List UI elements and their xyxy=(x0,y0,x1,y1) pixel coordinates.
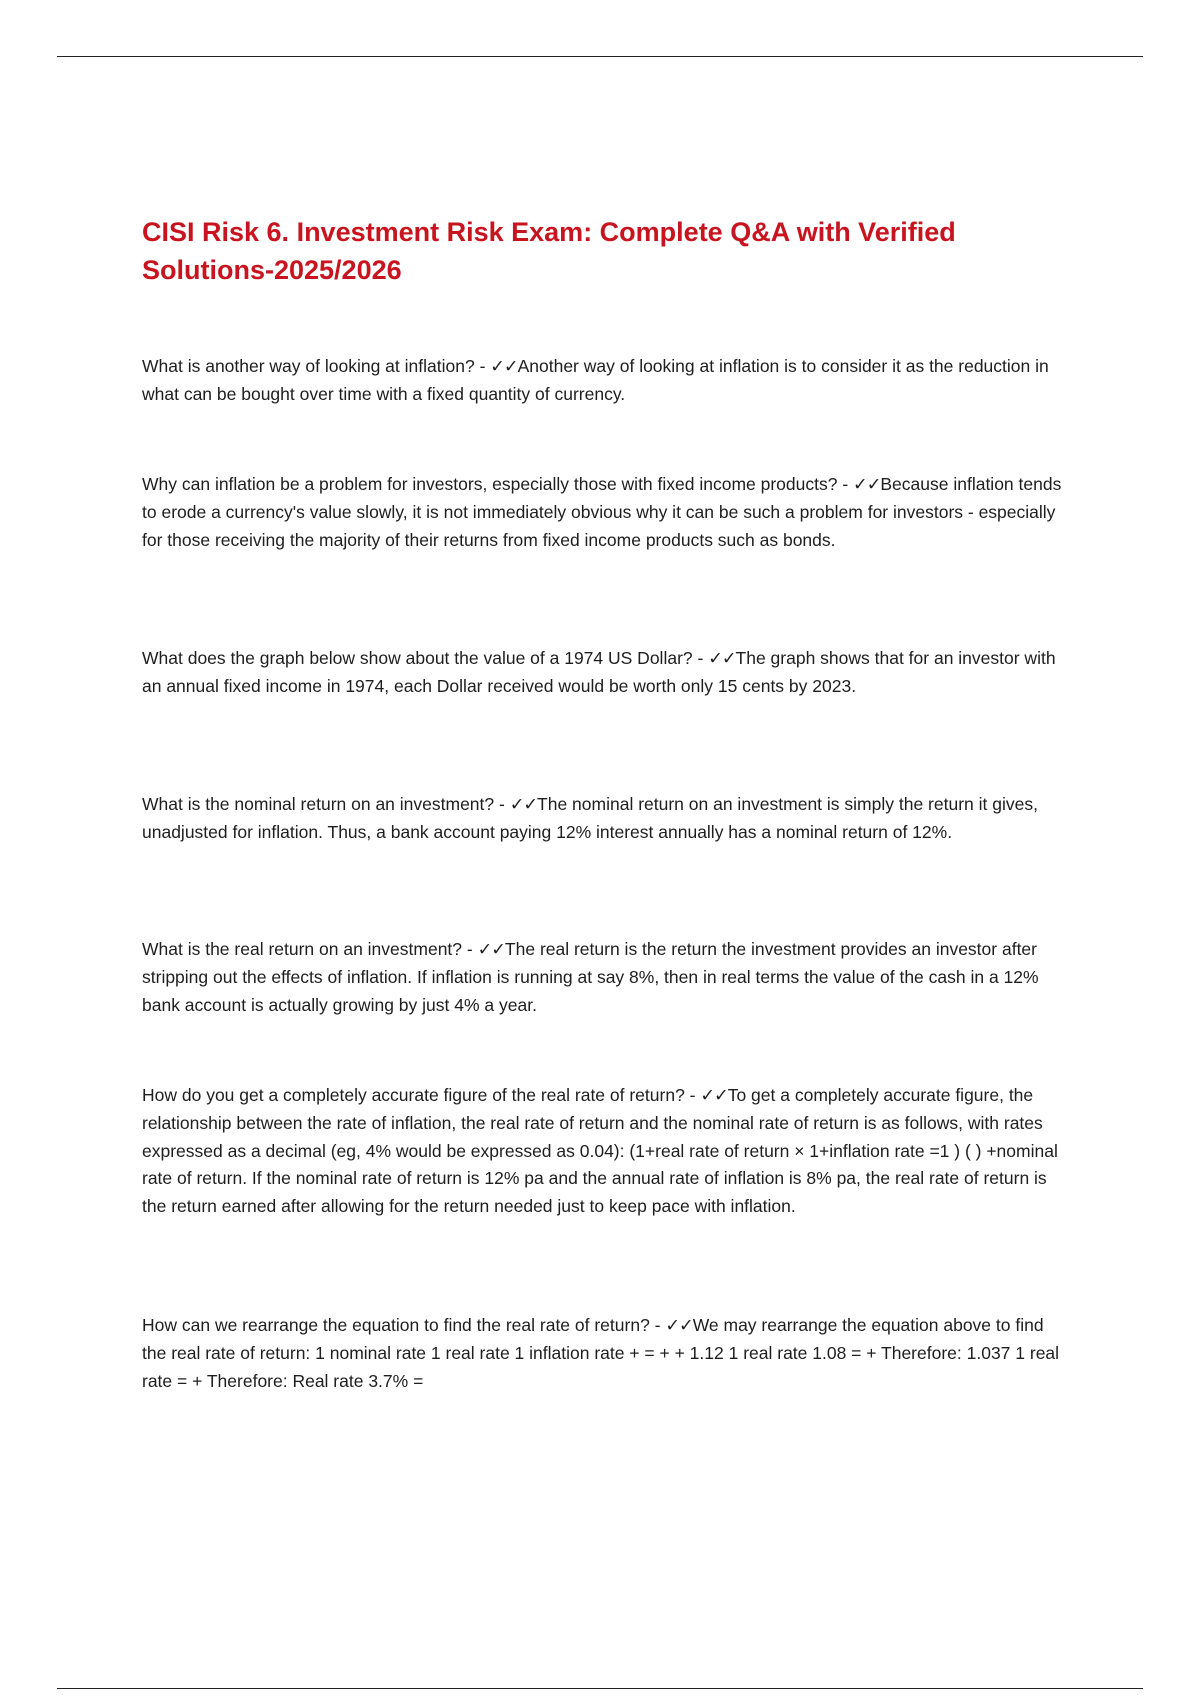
question-text: What does the graph below show about the value of a 1974 US Dollar? xyxy=(142,648,693,668)
qa-item-7 xyxy=(142,1312,1072,1395)
answer-text: We may rearrange the equation above to find the real rate of return: 1 nominal rate 1 real rate 1 inflation rate + = + + 1.12 1 real rate 1.08 = + Therefore: 1.037 1 real rate = + Therefore: Real rate 3.7% = xyxy=(142,1315,1060,1391)
question-text: How do you get a completely accurate figure of the real rate of return? xyxy=(142,1085,685,1105)
question-text: What is another way of looking at inflation? xyxy=(142,356,475,376)
answer-text: The nominal return on an investment is simply the return it gives, unadjusted for inflation. Thus, a bank account paying 12% interest annually has a nominal return of 12%. xyxy=(142,794,1038,842)
check-mark-icon: ✓✓ xyxy=(700,1085,728,1105)
question-text: What is the nominal return on an investment? xyxy=(142,794,495,814)
qa-separator: - xyxy=(649,1315,666,1335)
top-rule xyxy=(57,56,1143,57)
qa-separator: - xyxy=(692,648,709,668)
qa-separator: - xyxy=(837,474,854,494)
question-text: What is the real return on an investment? xyxy=(142,939,463,959)
answer-text: The real return is the return the investment provides an investor after stripping out the effects of inflation. If inflation is running at say 8%, then in real terms the value of the cash in a 12% bank account is actually growing by just 4% a year. xyxy=(142,939,1039,1015)
qa-item-3 xyxy=(142,645,1072,701)
question-text: Why can inflation be a problem for investors, especially those with fixed income products? xyxy=(142,474,838,494)
qa-separator: - xyxy=(474,356,491,376)
answer-text: To get a completely accurate figure, the relationship between the rate of inflation, the real rate of return and the nominal rate of return is as follows, with rates expressed as a decimal (eg, 4% would be expressed as 0.04): (1+real rate of return × 1+inflation rate =1 ) ( ) +nominal rate of return. If the nominal rate of return is 12% pa and the annual rate of inflation is 8% pa, the real rate of return is the return earned after allowing for the return needed just to keep pace with inflation. xyxy=(142,1085,1058,1217)
question-text: How can we rearrange the equation to find the real rate of return? xyxy=(142,1315,650,1335)
check-mark-icon: ✓✓ xyxy=(853,474,881,494)
check-mark-icon: ✓✓ xyxy=(477,939,505,959)
qa-item-2 xyxy=(142,471,1072,554)
qa-item-5 xyxy=(142,936,1072,1019)
answer-text: Because inflation tends to erode a currency's value slowly, it is not immediately obvious why it can be such a problem for investors - especially for those receiving the majority of their returns from fixed income products such as bonds. xyxy=(142,474,1062,550)
qa-item-4 xyxy=(142,791,1072,847)
qa-separator: - xyxy=(494,794,510,814)
check-mark-icon: ✓✓ xyxy=(665,1315,693,1335)
qa-separator: - xyxy=(462,939,478,959)
check-mark-icon: ✓✓ xyxy=(509,794,538,814)
answer-text: Another way of looking at inflation is to consider it as the reduction in what can be bought over time with a fixed quantity of currency. xyxy=(142,356,1049,404)
answer-text: The graph shows that for an investor with an annual fixed income in 1974, each Dollar received would be worth only 15 cents by 2023. xyxy=(142,648,1056,696)
qa-item-1 xyxy=(142,353,1072,409)
qa-separator: - xyxy=(684,1085,701,1105)
bottom-rule xyxy=(57,1688,1143,1689)
check-mark-icon: ✓✓ xyxy=(708,648,736,668)
check-mark-icon: ✓✓ xyxy=(490,356,518,376)
document-title: CISI Risk 6. Investment Risk Exam: Complete Q&A with Verified Solutions-2025/2026 xyxy=(142,217,956,285)
qa-item-6 xyxy=(142,1082,1072,1221)
